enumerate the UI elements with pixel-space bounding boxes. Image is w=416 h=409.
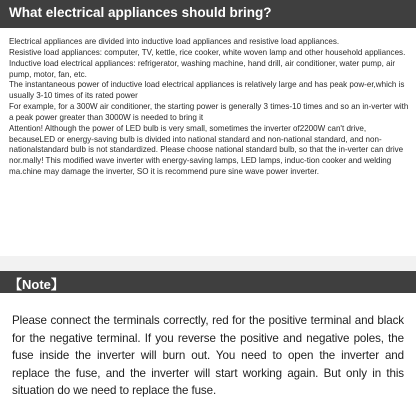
paragraph-inductive: Inductive load electrical appliances: refrigerator, washing machine, hand drill, air conditioner, water pump, air pump, motor, fan, etc. [9,58,396,79]
paragraph-intro: Electrical appliances are divided into inductive load appliances and resistive load appliances. [9,37,340,46]
paragraph-example: For example, for a 300W air conditioner, the starting power is generally 3 times-10 times and so an in-verter with a peak power greater than 3000W is needed to bring it [9,102,409,122]
note-title: 【Note】 [9,277,64,292]
paragraph-attention: Attention! Although the power of LED bulb is very small, sometimes the inverter of2200W can't drive, becauseLED or energy-saving bulb is divided into national standard and non-national standard, and non-nationalstandard bulb is not standardized. Please choose national standard bulb, so that the in-verter can drive nor.mally! This modified wave inverter with energy-saving lamps, LED lamps, induc-tion cooker and welding ma.chine may damage the inverter, SO it is recommend pure sine wave power inverter. [9,123,404,177]
paragraph-instantaneous-power: The instantaneous power of inductive load electrical appliances is relatively large and has peak pow-er,which is usually 3-10 times of its rated power [9,80,405,101]
section-header [0,0,416,28]
appliance-description [9,37,409,178]
paragraph-resistive: Resistive load appliances: computer, TV, kettle, rice cooker, white woven lamp and other household appliances. [9,47,406,57]
note-header [0,271,416,293]
section-divider [0,256,416,271]
section-title: What electrical appliances should bring? [9,5,272,20]
note-text: Please connect the terminals correctly, red for the positive terminal and black for the negative terminal. If you reverse the positive and negative poles, the fuse inside the inverter will burn out. You need to open the inverter and replace the fuse, and the inverter will start working again. But only in this situation do we need to replace the fuse. [12,314,404,398]
